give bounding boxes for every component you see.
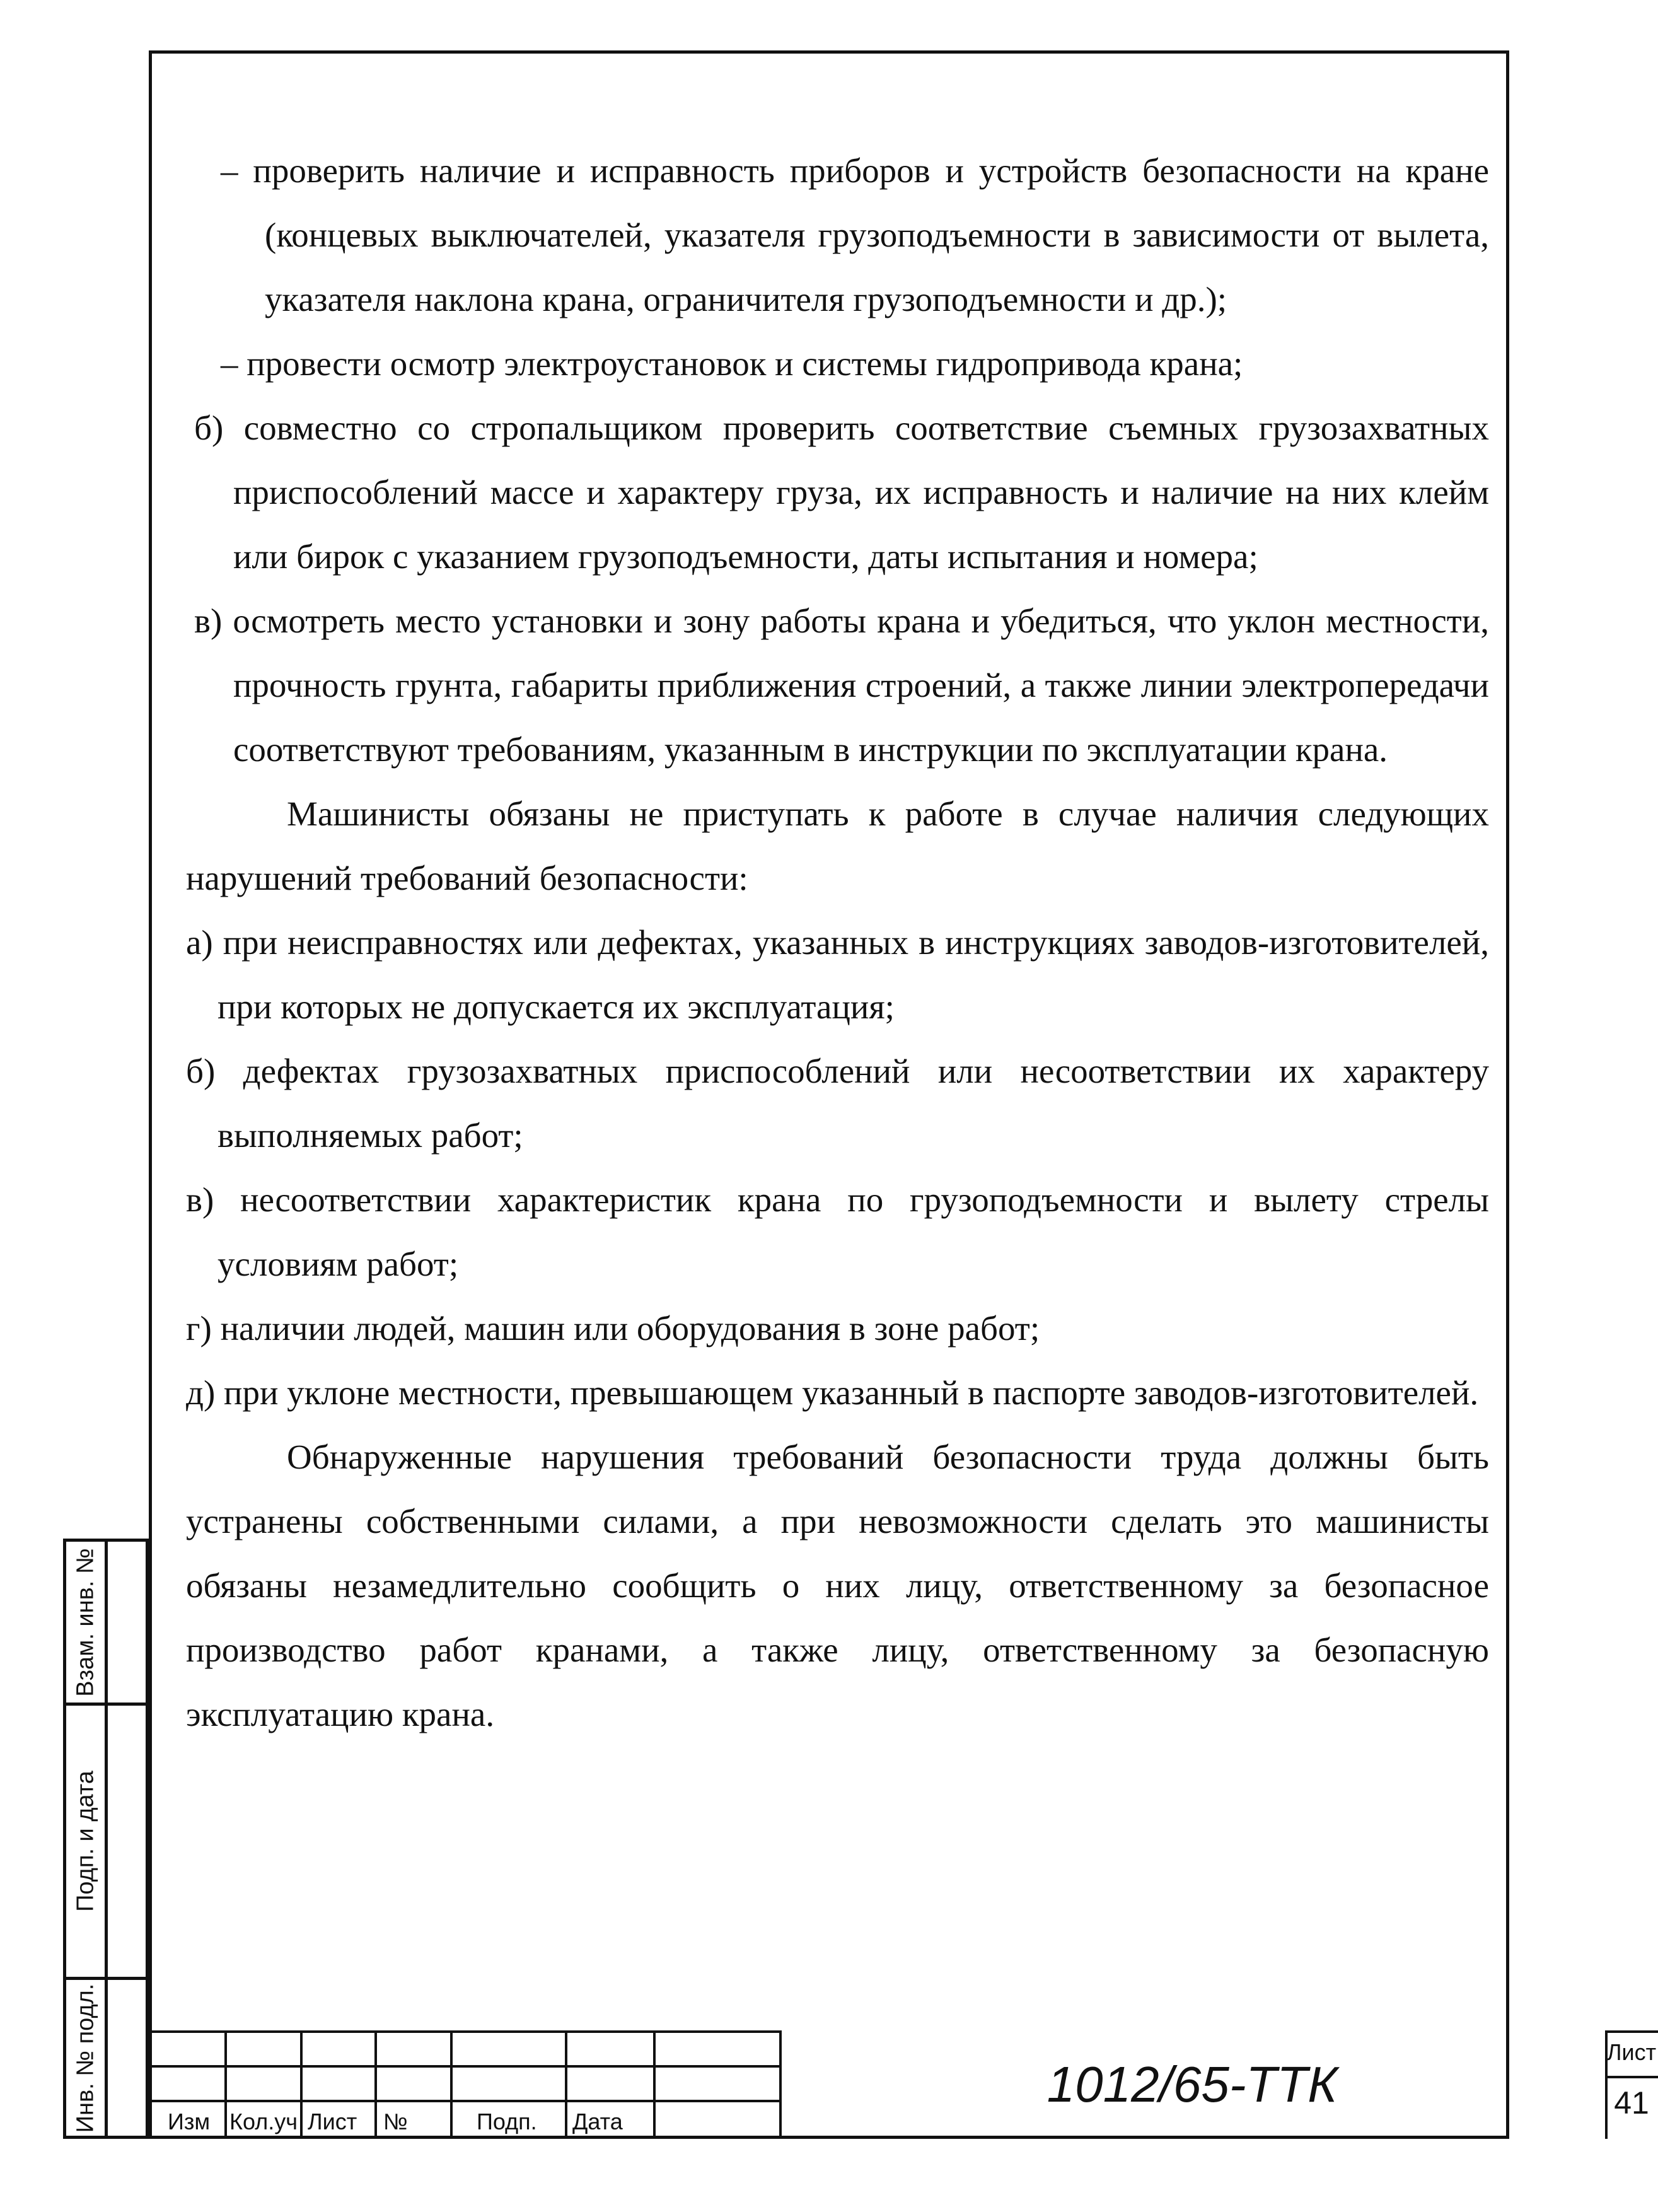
list-item: б) совместно со стропальщиком проверить соответствие съемных грузозахватных приспособлений массе и характеру груза, их исправность и наличие на них клейм или бирок с указанием грузоподъемности, даты испытания и номера;	[194, 409, 1489, 576]
title-block-header: Кол.уч	[229, 2109, 298, 2134]
side-stamp-inv	[63, 1977, 149, 2139]
title-block-header: Лист	[308, 2109, 357, 2134]
document-body	[186, 139, 1489, 1747]
list-item: б) дефектах грузозахватных приспособлений или несоответствии их характеру выполняемых работ;	[186, 1052, 1489, 1155]
document-code: 1012/65-ТТК	[1046, 2056, 1338, 2112]
list-item: д) при уклоне местности, превышающем указанный в паспорте заводов-изготовителей.	[186, 1373, 1479, 1412]
list-item: – проверить наличие и исправность приборов и устройств безопасности на кране (концевых выключателей, указателя грузоподъемности в зависимости от вылета, указателя наклона крана, ограничителя грузоподъемности и др.);	[221, 151, 1489, 318]
title-block-header: Дата	[572, 2109, 623, 2134]
side-stamp-label: Взам. инв. №	[72, 1547, 98, 1697]
paragraph: Машинисты обязаны не приступать к работе в случае наличия следующих нарушений требований безопасности:	[186, 795, 1489, 897]
side-stamp-label: Инв. № подл.	[72, 1983, 98, 2133]
side-stamp-vzam	[63, 1539, 149, 1706]
sheet-label: Лист	[1606, 2039, 1657, 2065]
title-block-header: №	[383, 2109, 408, 2134]
side-stamp-label: Подп. и дата	[72, 1771, 98, 1912]
list-item: а) при неисправностях или дефектах, указанных в инструкциях заводов-изготовителей, при которых не допускается их эксплуатация;	[186, 923, 1489, 1026]
sheet-number: 41	[1614, 2085, 1649, 2121]
list-item: г) наличии людей, машин или оборудования в зоне работ;	[186, 1309, 1040, 1348]
title-block	[149, 2030, 1657, 2139]
list-item: – провести осмотр электроустановок и системы гидропривода крана;	[221, 344, 1243, 383]
list-item: в) осмотреть место установки и зону работы крана и убедиться, что уклон местности, прочность грунта, габариты приближения строений, а также линии электропередачи соответствуют требованиям, указанным в инструкции по эксплуатации крана.	[194, 602, 1489, 769]
list-item: в) несоответствии характеристик крана по грузоподъемности и вылету стрелы условиям работ;	[186, 1180, 1489, 1283]
paragraph: Обнаруженные нарушения требований безопасности труда должны быть устранены собственными силами, а при невозможности сделать это машинисты обязаны незамедлительно сообщить о них лицу, ответственному за безопасное производство работ кранами, а также лицу, ответственному за безопасную эксплуатацию крана.	[186, 1438, 1489, 1733]
side-stamp-podp	[63, 1703, 149, 1980]
title-block-header: Изм	[168, 2109, 211, 2134]
title-block-header: Подп.	[477, 2109, 537, 2134]
